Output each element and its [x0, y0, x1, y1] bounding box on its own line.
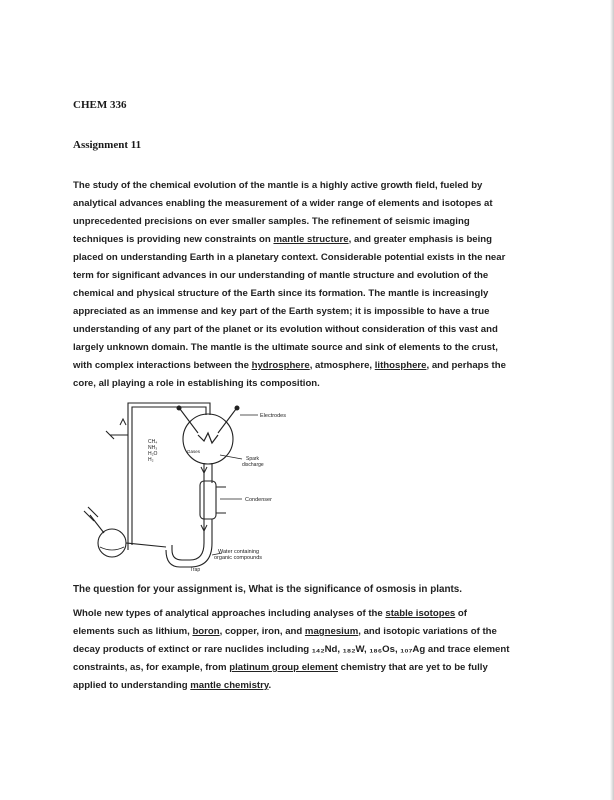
page-edge-shadow: [610, 0, 614, 800]
label-gases: Gases: [187, 449, 201, 454]
link-stable-isotopes[interactable]: stable isotopes: [385, 608, 456, 619]
paragraph-line: chemical and physical structure of the Earth since its formation. The mantle is increasingly: [73, 288, 489, 299]
paragraph-line: elements such as lithium, boron, copper, iron, and magnesium, and isotopic variations of the: [73, 626, 497, 637]
label-discharge: discharge: [242, 462, 264, 468]
paragraph-line: term for significant advances in our understanding of mantle structure and evolution of the: [73, 270, 489, 281]
label-gas-h2: H₂: [148, 457, 154, 463]
paragraph-line: constraints, as, for example, from platinum group element chemistry that are yet to be fully: [73, 662, 488, 673]
label-water-1: Water containing: [218, 549, 260, 555]
paragraph-line: understanding of any part of the planet or its evolution without consideration of this vast and: [73, 324, 498, 335]
paragraph-line: largely unknown domain. The mantle is the ultimate source and sink of elements to the crust,: [73, 342, 498, 353]
course-title: CHEM 336: [73, 99, 127, 111]
paragraph-line: analytical advances enabling the measurement of a wider range of elements and isotopes at: [73, 198, 493, 209]
link-hydrosphere[interactable]: hydrosphere: [251, 360, 310, 371]
link-platinum-group-element[interactable]: platinum group element: [229, 662, 338, 673]
link-lithosphere[interactable]: lithosphere: [374, 360, 427, 371]
link-boron[interactable]: boron: [192, 626, 220, 637]
assignment-question: The question for your assignment is, What is the significance of osmosis in plants.: [73, 584, 463, 595]
paragraph-line: Whole new types of analytical approaches including analyses of the stable isotopes of: [73, 608, 467, 619]
label-water-2: organic compounds: [214, 555, 263, 561]
paragraph-line: with complex interactions between the hydrosphere, atmosphere, lithosphere, and perhaps the: [73, 360, 506, 371]
paragraph-line: unprecedented precisions on ever smaller samples. The refinement of seismic imaging: [73, 216, 470, 227]
label-spark: Spark: [246, 456, 260, 462]
paragraph-2: [73, 605, 543, 695]
paragraph-1: [73, 177, 543, 393]
assignment-title: Assignment 11: [73, 139, 142, 151]
isotope-list: ₁₄₂Nd, ₁₈₂W, ₁₈₆Os, ₁₀₇Ag: [311, 644, 426, 655]
paragraph-line: placed on understanding Earth in a planetary context. Considerable potential exists in the near: [73, 252, 506, 263]
paragraph-line: The study of the chemical evolution of the mantle is a highly active growth field, fueled by: [73, 180, 483, 191]
label-gas-ch4: CH₄: [148, 439, 158, 445]
label-gas-nh3: NH₃: [148, 445, 158, 451]
label-electrodes: Electrodes: [260, 413, 286, 419]
link-mantle-chemistry[interactable]: mantle chemistry: [190, 680, 269, 691]
link-mantle-structure[interactable]: mantle structure: [273, 234, 349, 245]
paragraph-line: techniques is providing new constraints on mantle structure, and greater emphasis is being: [73, 234, 493, 245]
miller-urey-apparatus-diagram: [70, 395, 310, 573]
label-condenser: Condenser: [245, 497, 272, 503]
paragraph-line: core, all playing a role in establishing its composition.: [73, 378, 320, 389]
label-gas-h2o: H₂O: [148, 451, 158, 457]
paragraph-line: decay products of extinct or rare nuclides including ₁₄₂Nd, ₁₈₂W, ₁₈₆Os, ₁₀₇Ag and trace element: [73, 644, 510, 655]
paragraph-line: appreciated as an immense and key part of the Earth system; it is impossible to have a true: [73, 306, 490, 317]
paragraph-line: applied to understanding mantle chemistry.: [73, 680, 272, 691]
label-trap: Trap: [190, 567, 201, 573]
link-magnesium[interactable]: magnesium: [304, 626, 359, 637]
